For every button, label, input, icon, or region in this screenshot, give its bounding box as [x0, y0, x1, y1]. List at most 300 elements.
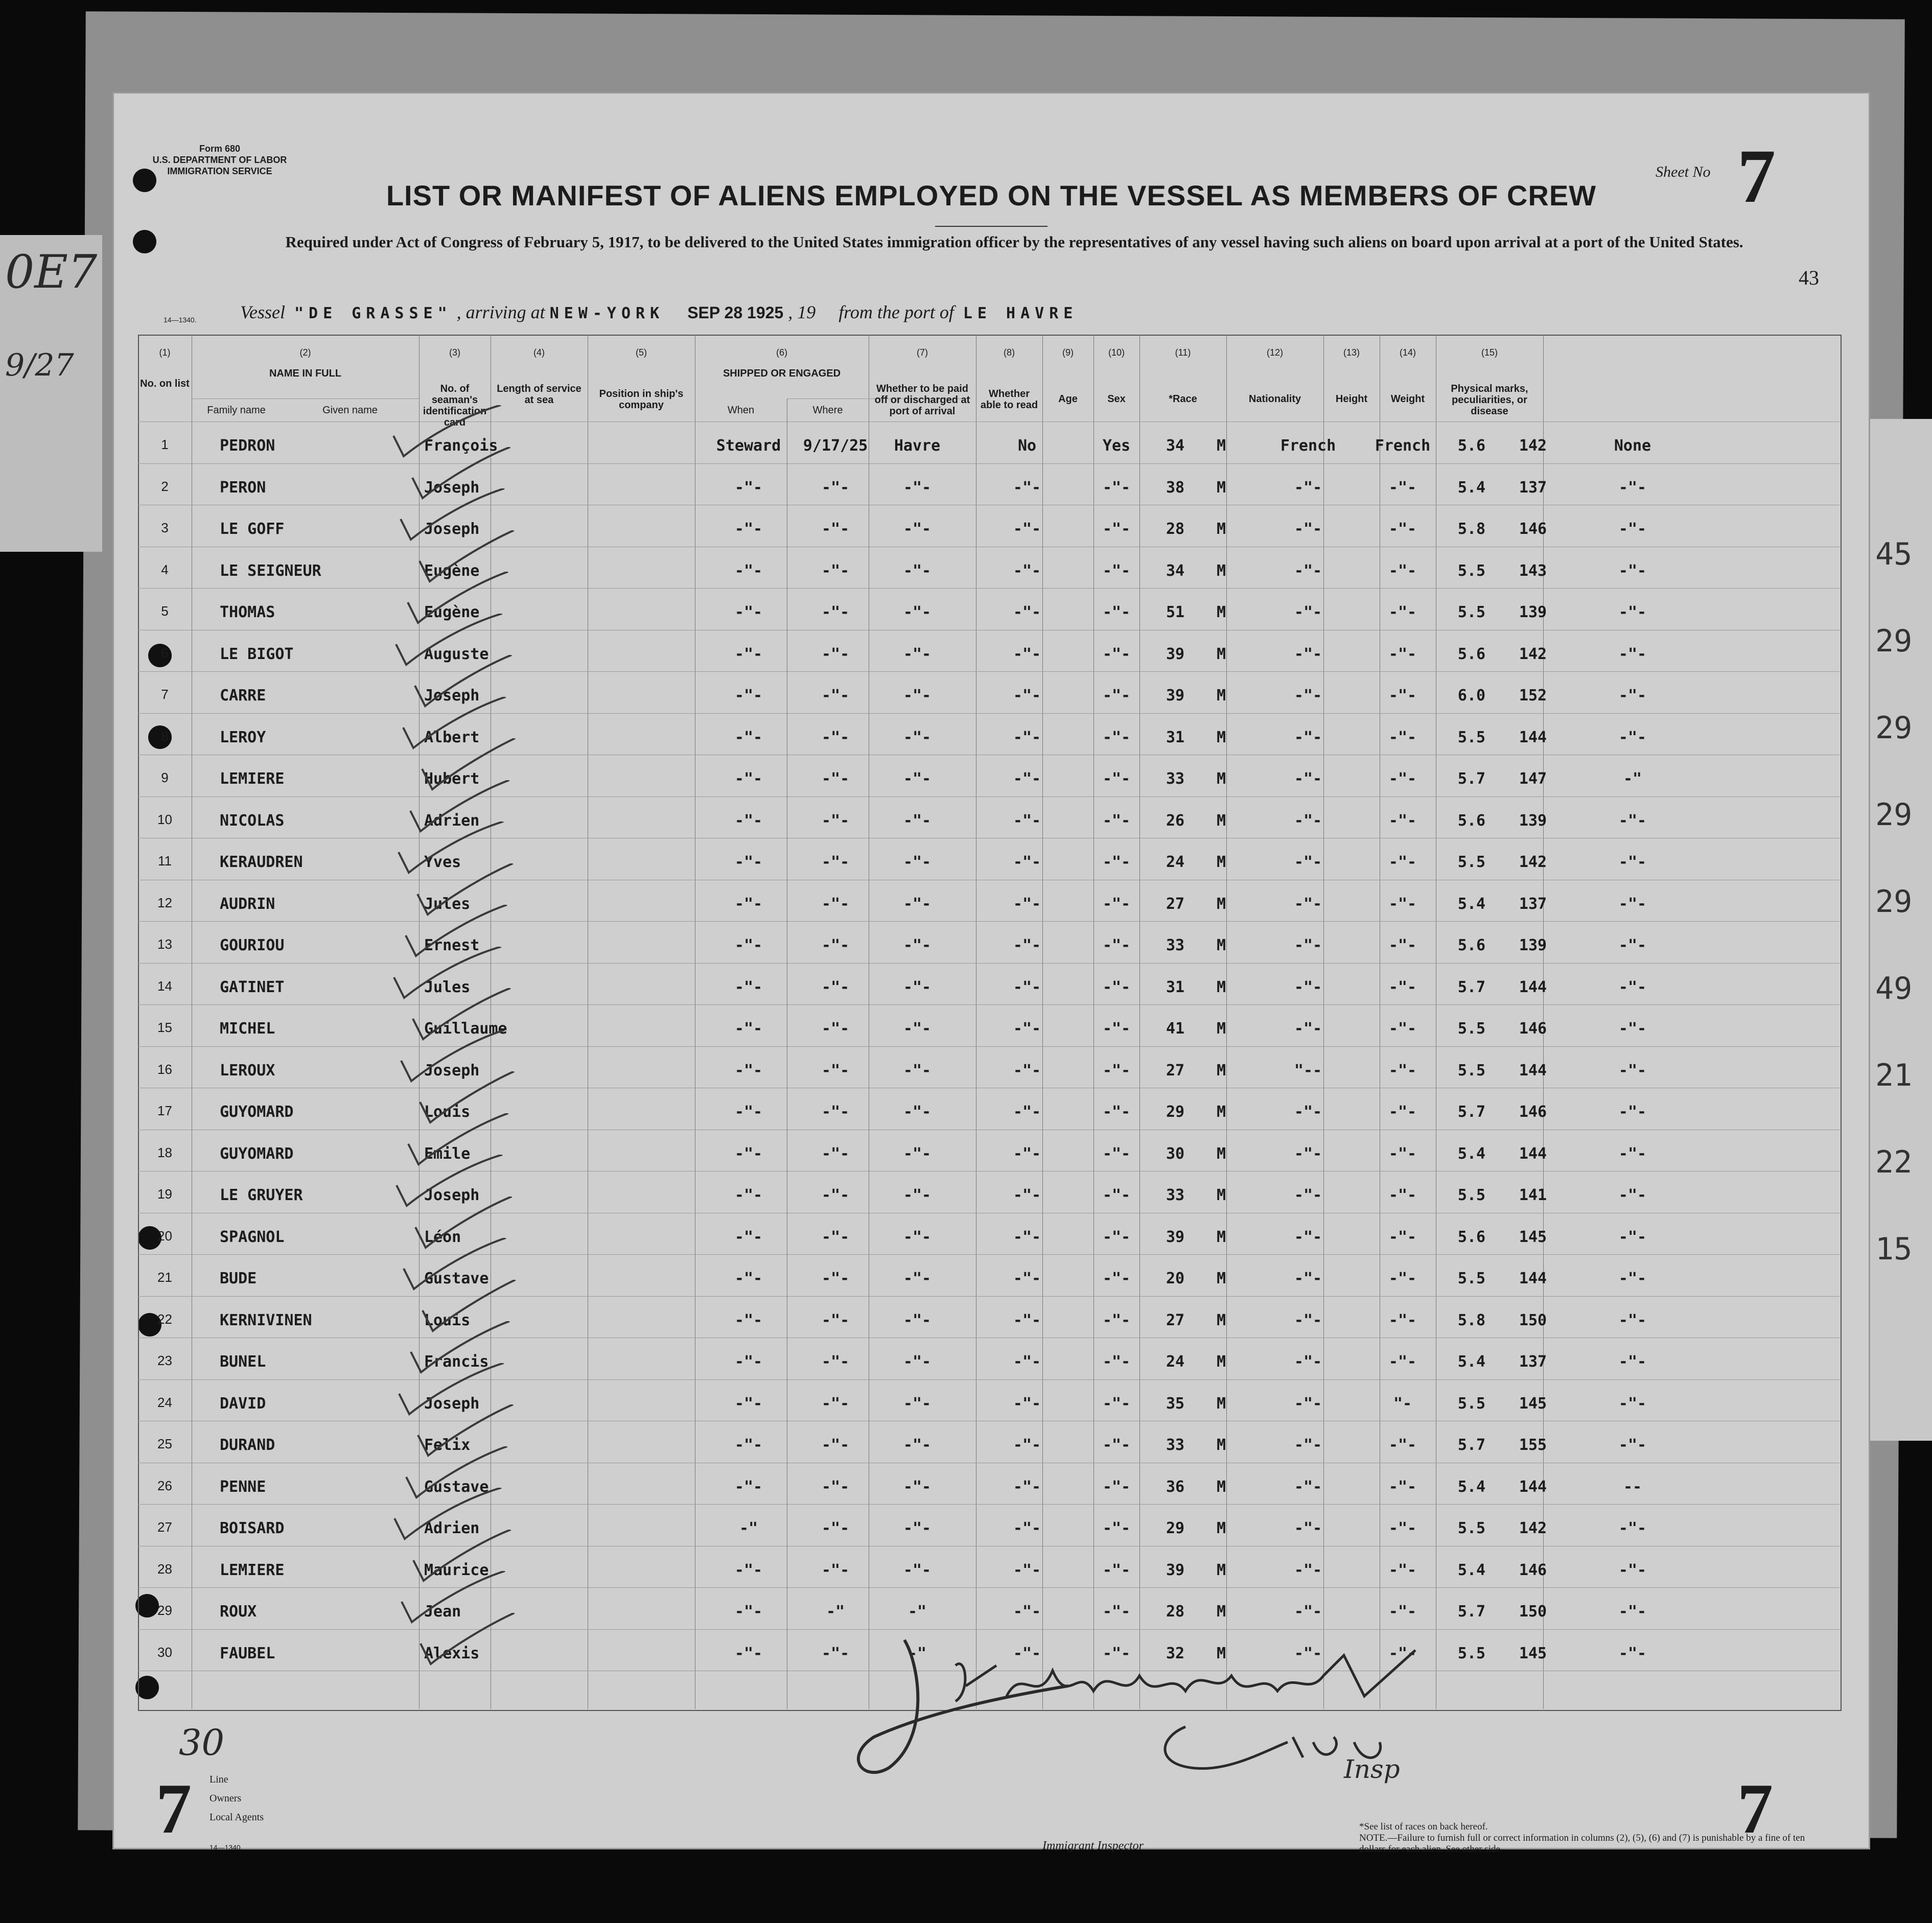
column-number: (9)	[1062, 347, 1074, 358]
cell-when: -"-	[821, 1519, 850, 1537]
cell-nationality: -"-	[1388, 811, 1417, 830]
cell-height: 5.6	[1457, 936, 1486, 954]
table-row	[112, 1425, 1814, 1467]
cell-where: -"	[907, 1644, 927, 1662]
cell-family: KERNIVINEN	[220, 1311, 312, 1329]
cell-age: 41	[1166, 1020, 1185, 1038]
punch-hole	[133, 230, 156, 253]
cell-given: Albert	[424, 728, 480, 746]
cell-where: -"-	[903, 1394, 932, 1413]
cell-weight: 137	[1519, 1353, 1547, 1371]
cell-sex: M	[1216, 1436, 1226, 1454]
cell-position: -"-	[734, 1353, 763, 1371]
cell-weight: 142	[1519, 645, 1547, 663]
cell-when: -"-	[821, 603, 850, 621]
table-row	[112, 426, 1814, 467]
cell-when: -"-	[821, 1228, 850, 1246]
cell-paid-off: -"-	[1013, 1061, 1041, 1080]
cell-paid-off: -"-	[1013, 936, 1041, 954]
cell-marks: -"-	[1618, 811, 1647, 830]
cell-read: -"-	[1102, 1061, 1131, 1080]
cell-age: 39	[1166, 1228, 1185, 1246]
cell-race: -"-	[1294, 1436, 1322, 1454]
footer-sheet-number-right: 7	[1737, 1769, 1773, 1848]
cell-marks: -"-	[1618, 1353, 1647, 1371]
cell-given: Jean	[424, 1603, 461, 1621]
cell-race: -"-	[1294, 728, 1322, 746]
cell-marks: -"-	[1618, 1603, 1647, 1621]
cell-weight: 152	[1519, 687, 1547, 705]
cell-when: -"-	[821, 978, 850, 996]
cell-race: -"-	[1294, 1311, 1322, 1329]
cell-read: -"-	[1102, 561, 1131, 580]
cell-race: -"-	[1294, 1270, 1322, 1287]
cell-when: -"-	[821, 770, 850, 788]
margin-number: 29	[1875, 623, 1913, 659]
cell-position: -"-	[734, 1103, 763, 1121]
cell-position: -"-	[734, 853, 763, 871]
cell-age: 29	[1166, 1519, 1185, 1537]
table-row	[112, 1175, 1814, 1217]
inspector-label: Immigrant Inspector	[1042, 1839, 1144, 1852]
cell-weight: 137	[1519, 895, 1547, 913]
cell-when: -"-	[821, 1394, 850, 1413]
cell-race: -"-	[1294, 1020, 1322, 1038]
cell-family: GOURIOU	[220, 936, 285, 954]
margin-date: 9/27	[5, 347, 74, 383]
arriving-label: , arriving at	[456, 302, 545, 322]
cell-where: -"-	[903, 1144, 932, 1163]
cell-family: LEMIERE	[220, 770, 285, 788]
margin-number: 15	[1875, 1231, 1913, 1267]
cell-family: BUNEL	[220, 1353, 266, 1371]
cell-no: 23	[157, 1353, 172, 1368]
cell-no: 17	[157, 1103, 172, 1118]
column-header: Length of service at sea	[497, 383, 581, 406]
cell-no: 2	[161, 478, 169, 494]
cell-sex: M	[1216, 478, 1226, 497]
cell-age: 36	[1166, 1478, 1185, 1496]
cell-no: 29	[157, 1603, 172, 1618]
table-row	[112, 1009, 1814, 1050]
cell-where: -"-	[903, 603, 932, 621]
margin-number: 49	[1875, 971, 1913, 1006]
cell-height: 5.7	[1457, 978, 1486, 996]
cell-given: Gustave	[424, 1478, 489, 1496]
cell-weight: 144	[1519, 1061, 1547, 1080]
cell-weight: 143	[1519, 561, 1547, 580]
cell-family: LE GOFF	[220, 520, 285, 538]
cell-given: Joseph	[424, 478, 480, 497]
owners-label: Owners	[210, 1793, 242, 1804]
cell-race: -"-	[1294, 978, 1322, 996]
cell-given: Ernest	[424, 936, 480, 954]
cell-no: 24	[157, 1394, 172, 1410]
cell-marks: -"-	[1618, 561, 1647, 580]
cell-when: -"-	[821, 895, 850, 913]
cell-when: -"-	[821, 1311, 850, 1329]
footer-labels	[210, 1770, 264, 1827]
cell-race: -"-	[1294, 1561, 1322, 1579]
cell-height: 5.5	[1457, 728, 1486, 746]
cell-where: -"-	[903, 728, 932, 746]
column-header: SHIPPED OR ENGAGED	[723, 368, 841, 379]
cell-no: 22	[157, 1311, 172, 1327]
line-label: Line	[210, 1774, 228, 1785]
column-number: (15)	[1481, 347, 1498, 358]
service-name: IMMIGRATION SERVICE	[167, 166, 272, 176]
table-row	[112, 842, 1814, 884]
cell-paid-off: -"-	[1013, 1561, 1041, 1579]
cell-where: -"-	[903, 1478, 932, 1496]
from-port: LE HAVRE	[963, 304, 1078, 322]
cell-no: 21	[157, 1270, 172, 1285]
cell-where: -"-	[903, 770, 932, 788]
column-subheader: When	[727, 405, 755, 416]
margin-number: 29	[1875, 884, 1913, 920]
cell-given: Louis	[424, 1103, 471, 1121]
cell-position: -"-	[734, 895, 763, 913]
cell-no: 28	[157, 1561, 172, 1577]
cell-given: Joseph	[424, 1061, 480, 1080]
cell-no: 16	[157, 1061, 172, 1077]
cell-given: Hubert	[424, 770, 480, 788]
cell-position: -"-	[734, 1561, 763, 1579]
cell-given: Eugène	[424, 603, 480, 621]
cell-position: -"-	[734, 603, 763, 621]
cell-nationality: -"-	[1388, 936, 1417, 954]
handwritten-tally: 30	[179, 1722, 225, 1764]
cell-height: 5.7	[1457, 1603, 1486, 1621]
cell-where: -"-	[903, 478, 932, 497]
cell-no: 3	[161, 520, 169, 535]
cell-sex: M	[1216, 437, 1226, 455]
cell-marks: -"-	[1618, 603, 1647, 621]
cell-paid-off: -"-	[1013, 1311, 1041, 1329]
cell-no: 30	[157, 1644, 172, 1660]
cell-when: -"-	[821, 1144, 850, 1163]
cell-no: 8	[161, 728, 169, 744]
cell-weight: 144	[1519, 1478, 1547, 1496]
table-row	[112, 551, 1814, 593]
cell-family: KERAUDREN	[220, 853, 303, 871]
cell-sex: M	[1216, 1186, 1226, 1204]
cell-height: 5.6	[1457, 645, 1486, 663]
cell-marks: --	[1623, 1478, 1642, 1496]
column-header: No. on list	[140, 378, 190, 389]
cell-marks: -"-	[1618, 1519, 1647, 1537]
cell-marks: -"-	[1618, 1270, 1647, 1287]
cell-race: "--	[1294, 1061, 1322, 1080]
cell-height: 5.4	[1457, 895, 1486, 913]
cell-family: LEROUX	[220, 1061, 275, 1080]
cell-family: ROUX	[220, 1603, 257, 1621]
cell-when: -"-	[821, 687, 850, 705]
cell-given: Auguste	[424, 645, 489, 663]
cell-race: -"-	[1294, 895, 1322, 913]
cell-given: Guillaume	[424, 1020, 507, 1038]
cell-height: 5.7	[1457, 1103, 1486, 1121]
cell-sex: M	[1216, 1394, 1226, 1413]
cell-age: 20	[1166, 1270, 1185, 1287]
cell-when: -"-	[821, 1478, 850, 1496]
cell-weight: 150	[1519, 1603, 1547, 1621]
cell-height: 5.6	[1457, 811, 1486, 830]
cell-sex: M	[1216, 1603, 1226, 1621]
table-row	[112, 1467, 1814, 1509]
cell-given: Adrien	[424, 1519, 480, 1537]
cell-weight: 146	[1519, 1020, 1547, 1038]
column-number: (6)	[776, 347, 787, 358]
cell-given: Joseph	[424, 687, 480, 705]
cell-read: Yes	[1102, 437, 1131, 455]
cell-paid-off: -"-	[1013, 603, 1041, 621]
cell-where: -"-	[903, 1561, 932, 1579]
cell-where: -"-	[903, 687, 932, 705]
cell-marks: -"-	[1618, 978, 1647, 996]
cell-where: -"-	[903, 978, 932, 996]
cell-marks: None	[1614, 437, 1651, 455]
cell-age: 51	[1166, 603, 1185, 621]
column-header: Age	[1058, 393, 1078, 405]
table-row	[112, 759, 1814, 801]
cell-marks: -"-	[1618, 520, 1647, 538]
cell-sex: M	[1216, 1144, 1226, 1163]
form-number: Form 680	[199, 144, 241, 154]
cell-age: 35	[1166, 1394, 1185, 1413]
table-row	[112, 1258, 1814, 1300]
cell-position: -"-	[734, 770, 763, 788]
column-header: Weight	[1390, 393, 1425, 405]
table-row	[112, 1217, 1814, 1259]
cell-read: -"-	[1102, 1436, 1131, 1454]
cell-read: -"-	[1102, 1186, 1131, 1204]
cell-given: Joseph	[424, 1186, 480, 1204]
cell-height: 5.5	[1457, 1519, 1486, 1537]
table-row	[112, 467, 1814, 509]
cell-no: 9	[161, 770, 169, 785]
column-header: Physical marks, peculiarities, or disease	[1451, 383, 1528, 417]
table-row	[112, 1092, 1814, 1134]
cell-read: -"-	[1102, 603, 1131, 621]
cell-nationality: -"-	[1388, 478, 1417, 497]
cell-height: 5.4	[1457, 1561, 1486, 1579]
cell-when: -"-	[821, 561, 850, 580]
cell-read: -"-	[1102, 1394, 1131, 1413]
year-label: , 19	[788, 302, 816, 322]
cell-position: -"-	[734, 1061, 763, 1080]
cell-sex: M	[1216, 1270, 1226, 1287]
sheet-label: Sheet No	[1656, 163, 1711, 180]
cell-age: 24	[1166, 1353, 1185, 1371]
cell-height: 5.5	[1457, 1061, 1486, 1080]
cell-weight: 142	[1519, 853, 1547, 871]
cell-sex: M	[1216, 645, 1226, 663]
cell-position: -"-	[734, 1644, 763, 1662]
cell-weight: 141	[1519, 1186, 1547, 1204]
cell-marks: -"-	[1618, 1228, 1647, 1246]
cell-nationality: -"-	[1388, 1561, 1417, 1579]
cell-position: Steward	[716, 437, 781, 455]
cell-paid-off: -"-	[1013, 1103, 1041, 1121]
cell-no: 18	[157, 1144, 172, 1160]
cell-age: 31	[1166, 728, 1185, 746]
cell-nationality: -"-	[1388, 1270, 1417, 1287]
footer-sheet-number-left: 7	[156, 1769, 192, 1848]
cell-race: -"-	[1294, 645, 1322, 663]
cell-paid-off: -"-	[1013, 1394, 1041, 1413]
right-margin-strip	[1865, 419, 1932, 1441]
check-mark-icon	[388, 1613, 521, 1674]
cell-age: 30	[1166, 1144, 1185, 1163]
cell-given: Jules	[424, 895, 471, 913]
cell-age: 27	[1166, 1311, 1185, 1329]
sheet-number: 7	[1737, 134, 1776, 219]
cell-position: -"-	[734, 728, 763, 746]
cell-marks: -"-	[1618, 645, 1647, 663]
cell-where: -"-	[903, 1061, 932, 1080]
cell-height: 5.6	[1457, 437, 1486, 455]
cell-position: -"-	[734, 1020, 763, 1038]
cell-when: -"-	[821, 1353, 850, 1371]
cell-paid-off: -"-	[1013, 1186, 1041, 1204]
cell-read: -"-	[1102, 1644, 1131, 1662]
cell-marks: -"-	[1618, 1561, 1647, 1579]
cell-read: -"-	[1102, 1144, 1131, 1163]
cell-nationality: -"-	[1388, 853, 1417, 871]
cell-height: 5.5	[1457, 1186, 1486, 1204]
cell-marks: -"-	[1618, 1644, 1647, 1662]
cell-height: 5.8	[1457, 1311, 1486, 1329]
cell-weight: 145	[1519, 1394, 1547, 1413]
cell-given: Eugène	[424, 561, 480, 580]
cell-read: -"-	[1102, 645, 1131, 663]
cell-nationality: -"-	[1388, 645, 1417, 663]
cell-nationality: -"-	[1388, 728, 1417, 746]
margin-number: 29	[1875, 710, 1913, 746]
document-subtitle: Required under Act of Congress of February 5, 1917, to be delivered to the United States immigration officer by the representatives of any vessel having such aliens on board upon arrival at a port of the United States.	[285, 233, 1743, 251]
cell-position: -"-	[734, 1228, 763, 1246]
race-note: *See list of races on back hereof.	[1359, 1821, 1488, 1832]
cell-nationality: -"-	[1388, 1144, 1417, 1163]
form-code: 14—1340.	[164, 316, 197, 324]
cell-age: 32	[1166, 1644, 1185, 1662]
cell-read: -"-	[1102, 478, 1131, 497]
cell-weight: 144	[1519, 1144, 1547, 1163]
department-name: U.S. DEPARTMENT OF LABOR	[152, 155, 287, 165]
cell-marks: -"-	[1618, 936, 1647, 954]
cell-marks: -"-	[1618, 1061, 1647, 1080]
cell-nationality: -"-	[1388, 1644, 1417, 1662]
table-row	[112, 1134, 1814, 1176]
cell-age: 28	[1166, 1603, 1185, 1621]
cell-read: -"-	[1102, 1561, 1131, 1579]
voyage-line	[240, 301, 1078, 323]
cell-weight: 150	[1519, 1311, 1547, 1329]
cell-weight: 137	[1519, 478, 1547, 497]
cell-age: 33	[1166, 1186, 1185, 1204]
cell-height: 5.4	[1457, 1144, 1486, 1163]
cell-given: Léon	[424, 1228, 461, 1246]
cell-family: LE BIGOT	[220, 645, 294, 663]
cell-weight: 144	[1519, 728, 1547, 746]
cell-height: 5.5	[1457, 561, 1486, 580]
cell-height: 5.5	[1457, 1644, 1486, 1662]
cell-no: 19	[157, 1186, 172, 1202]
cell-height: 5.5	[1457, 1270, 1486, 1287]
cell-no: 20	[157, 1228, 172, 1244]
cell-nationality: -"-	[1388, 895, 1417, 913]
cell-age: 24	[1166, 853, 1185, 871]
cell-where: -"-	[903, 811, 932, 830]
cell-weight: 155	[1519, 1436, 1547, 1454]
cell-given: Adrien	[424, 811, 480, 830]
table-row	[112, 1300, 1814, 1342]
cell-given: Louis	[424, 1311, 471, 1329]
cell-paid-off: -"-	[1013, 645, 1041, 663]
cell-given: Joseph	[424, 1394, 480, 1413]
cell-paid-off: -"-	[1013, 770, 1041, 788]
cell-when: 9/17/25	[803, 437, 868, 455]
cell-family: PENNE	[220, 1478, 266, 1496]
cell-age: 27	[1166, 895, 1185, 913]
cell-where: -"-	[903, 1186, 932, 1204]
cell-race: -"-	[1294, 687, 1322, 705]
cell-race: -"-	[1294, 603, 1322, 621]
cell-weight: 146	[1519, 1561, 1547, 1579]
cell-weight: 139	[1519, 603, 1547, 621]
arriving-port: NEW-YORK	[549, 304, 665, 322]
cell-no: 13	[157, 936, 172, 952]
cell-family: NICOLAS	[220, 811, 285, 830]
table-row	[112, 967, 1814, 1009]
cell-marks: -"-	[1618, 1144, 1647, 1163]
title-rule	[935, 226, 1048, 227]
cell-sex: M	[1216, 687, 1226, 705]
cell-family: LE GRUYER	[220, 1186, 303, 1204]
cell-read: -"-	[1102, 1311, 1131, 1329]
cell-sex: M	[1216, 853, 1226, 871]
cell-when: -"-	[821, 1436, 850, 1454]
cell-when: -"-	[821, 478, 850, 497]
cell-nationality: -"-	[1388, 1228, 1417, 1246]
cell-height: 5.4	[1457, 478, 1486, 497]
cell-weight: 139	[1519, 936, 1547, 954]
cell-read: -"-	[1102, 728, 1131, 746]
cell-age: 33	[1166, 1436, 1185, 1454]
cell-when: -"-	[821, 1644, 850, 1662]
column-header: No. of seaman's identification card	[423, 383, 487, 428]
cell-paid-off: -"-	[1013, 1020, 1041, 1038]
cell-where: -"-	[903, 645, 932, 663]
cell-nationality: -"-	[1388, 1311, 1417, 1329]
cell-nationality: -"-	[1388, 1436, 1417, 1454]
cell-race: -"-	[1294, 1644, 1322, 1662]
cell-paid-off: -"-	[1013, 561, 1041, 580]
cell-no: 1	[161, 437, 169, 452]
cell-position: -"-	[734, 1436, 763, 1454]
penalty-note: NOTE.—Failure to furnish full or correct information in columns (2), (5), (6) and (7) is punishable by a fine of ten dollars for each alien. See other side.	[1359, 1833, 1805, 1855]
cell-paid-off: -"-	[1013, 1644, 1041, 1662]
margin-number: 45	[1875, 536, 1913, 572]
cell-marks: -"-	[1618, 1020, 1647, 1038]
cell-race: -"-	[1294, 478, 1322, 497]
table-row	[112, 1591, 1814, 1633]
cell-paid-off: -"-	[1013, 895, 1041, 913]
manifest-sheet	[112, 92, 1870, 1855]
cell-paid-off: -"-	[1013, 978, 1041, 996]
cell-read: -"-	[1102, 1228, 1131, 1246]
